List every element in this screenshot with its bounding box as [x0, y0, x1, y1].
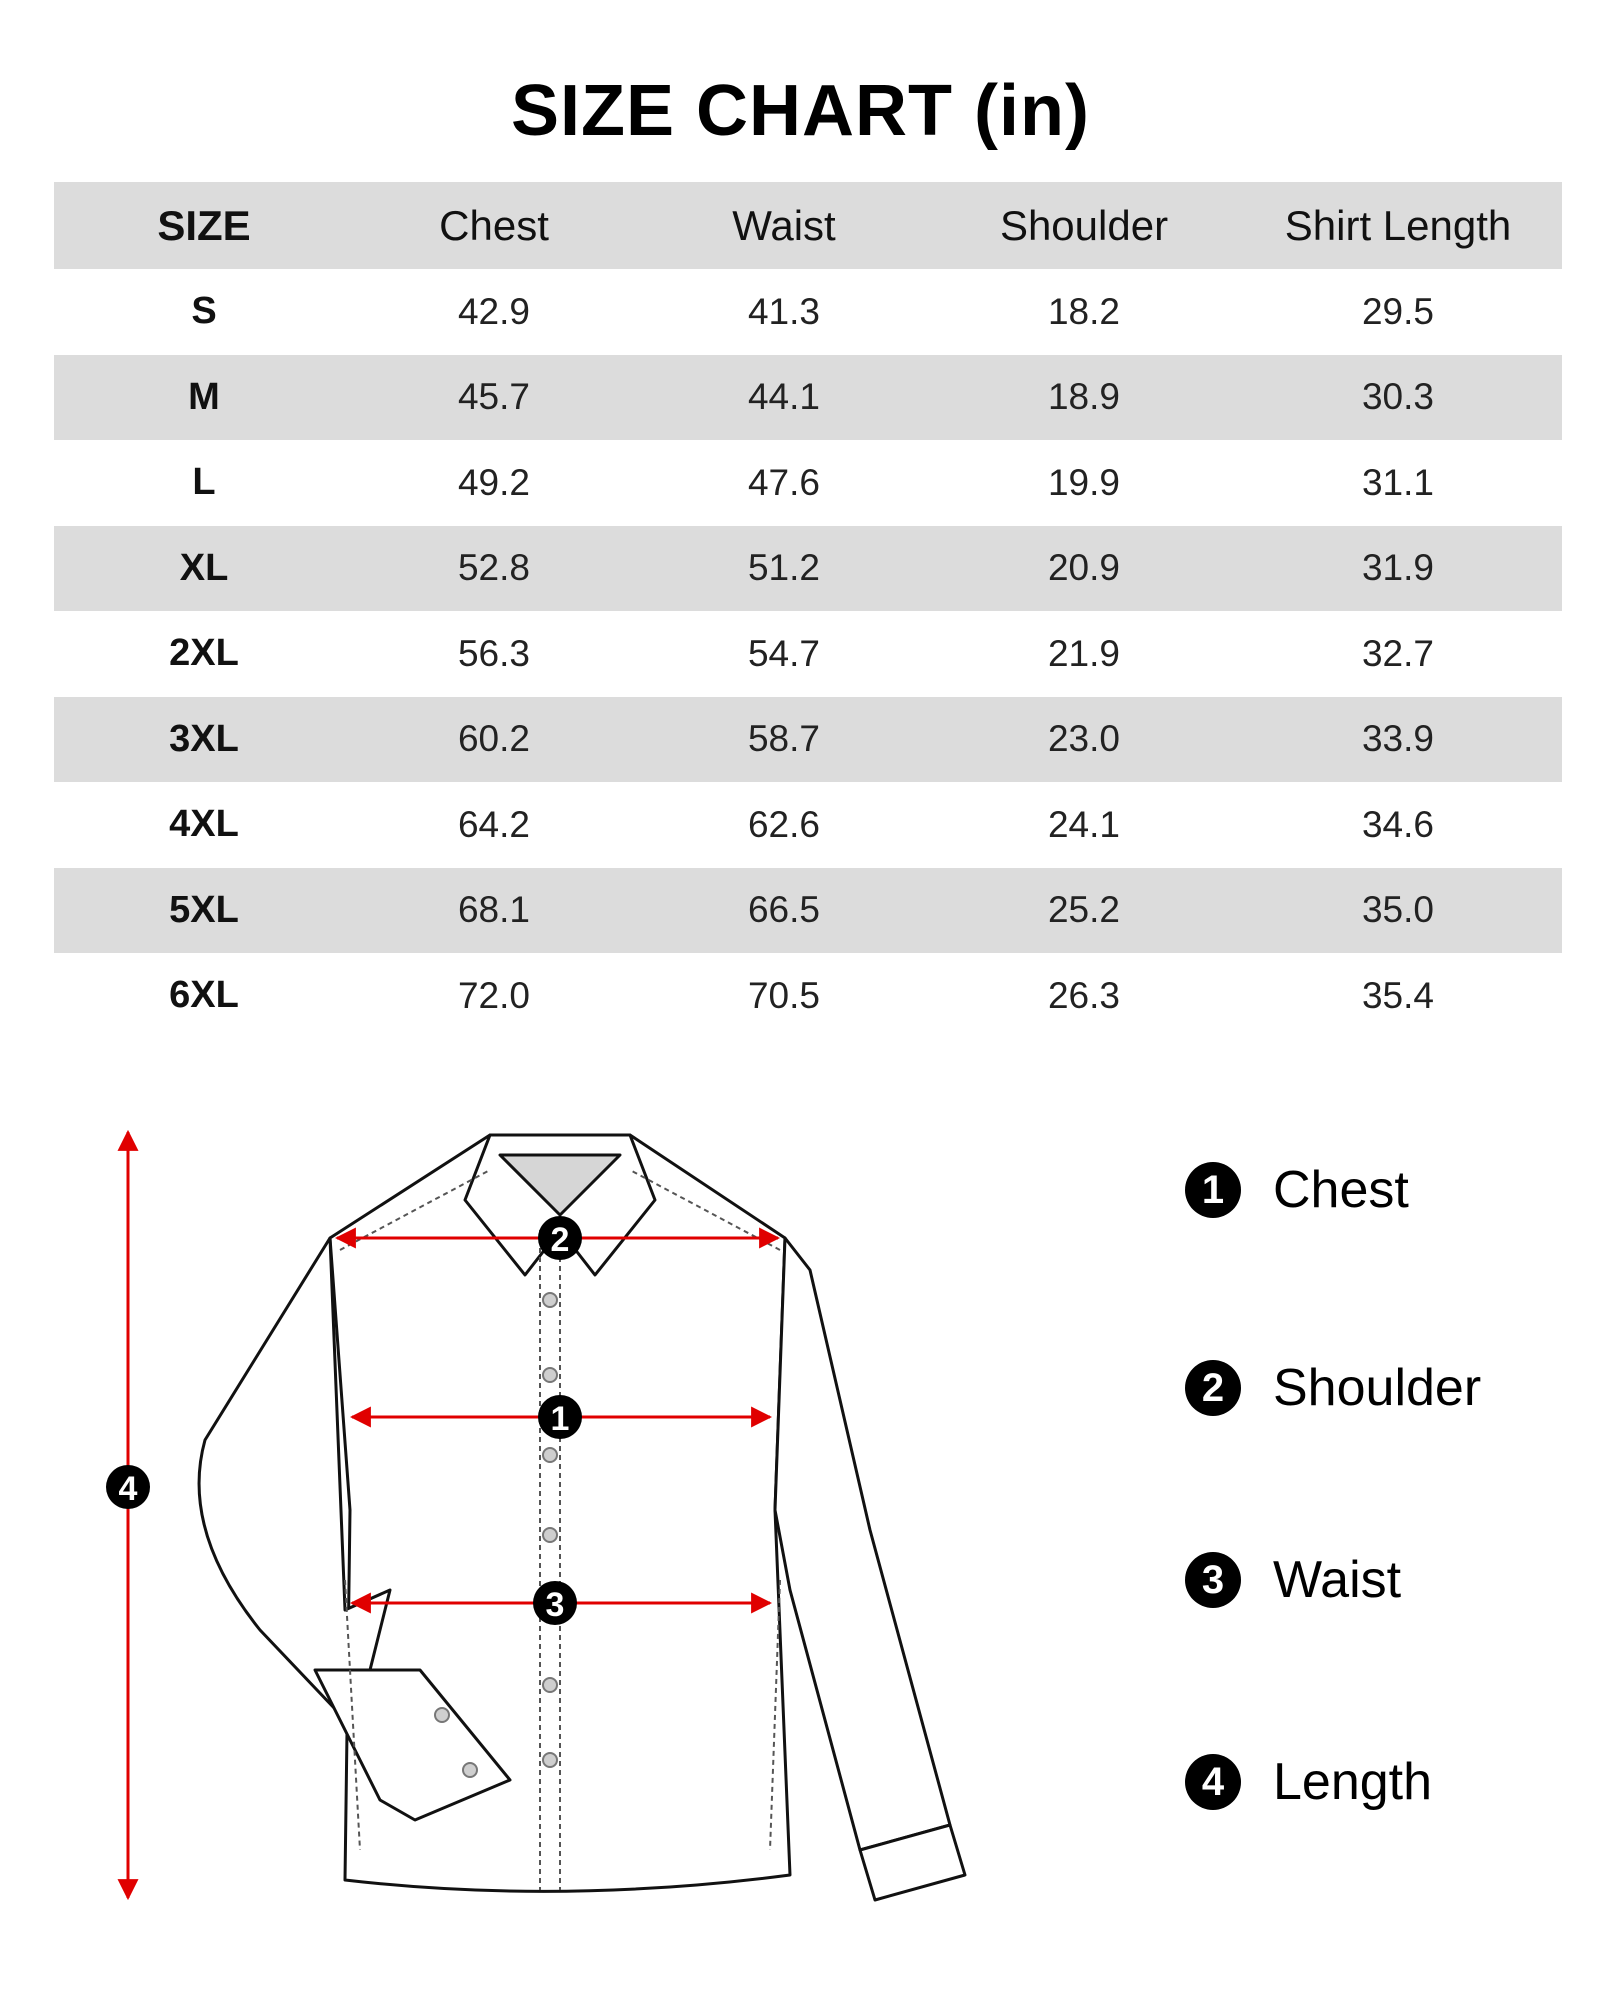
shirt-diagram [90, 1110, 1090, 1920]
length-cell: 33.9 [1234, 697, 1562, 783]
legend-number-badge: 1 [1185, 1162, 1241, 1218]
legend-number-badge: 2 [1185, 1360, 1241, 1416]
chest-cell: 49.2 [457, 461, 530, 503]
length-cell: 31.1 [1361, 461, 1434, 503]
legend-number-badge: 3 [1185, 1552, 1241, 1608]
legend-item-waist [1185, 1550, 1401, 1610]
waist-cell: 70.5 [747, 974, 820, 1016]
shoulder-cell: 19.9 [1047, 461, 1120, 503]
size-cell: S [191, 290, 217, 333]
svg-text:2: 2 [550, 1221, 570, 1259]
table-row [54, 868, 1562, 954]
shoulder-cell: 18.9 [934, 355, 1234, 441]
marker-1 [538, 1395, 582, 1439]
size-cell: 6XL [169, 974, 239, 1017]
size-cell: 4XL [169, 803, 239, 846]
length-cell: 30.3 [1234, 355, 1562, 441]
waist-cell: 66.5 [634, 868, 934, 954]
chest-cell: 64.2 [457, 803, 530, 845]
size-cell: 2XL [169, 632, 239, 675]
table-row [54, 355, 1562, 441]
length-cell: 34.6 [1361, 803, 1434, 845]
shoulder-cell: 23.0 [934, 697, 1234, 783]
legend-label: Shoulder [1273, 1359, 1482, 1417]
chest-cell: 68.1 [354, 868, 634, 954]
chest-cell: 45.7 [354, 355, 634, 441]
header-shirt-length: Shirt Length [1234, 182, 1562, 269]
marker-2 [538, 1216, 582, 1260]
table-row [54, 782, 1562, 868]
page-title: SIZE CHART (in) [511, 71, 1090, 151]
size-cell: 5XL [54, 868, 354, 954]
table-row [54, 269, 1562, 355]
waist-cell: 51.2 [634, 526, 934, 612]
table-body [54, 269, 1562, 1039]
svg-text:4: 4 [118, 1470, 138, 1508]
length-cell: 29.5 [1361, 290, 1434, 332]
legend-item-length [1185, 1752, 1432, 1812]
legend-label: Chest [1273, 1161, 1409, 1219]
size-cell: L [192, 461, 216, 504]
shoulder-cell: 26.3 [1047, 974, 1120, 1016]
table-header-row [54, 182, 1562, 269]
table-row [54, 440, 1562, 526]
shoulder-cell: 21.9 [1047, 632, 1120, 674]
size-chart-table [54, 182, 1562, 1039]
svg-text:3: 3 [545, 1586, 565, 1624]
table-row [54, 953, 1562, 1039]
chest-cell: 60.2 [354, 697, 634, 783]
length-cell: 31.9 [1234, 526, 1562, 612]
chest-cell: 56.3 [457, 632, 530, 674]
shoulder-cell: 25.2 [934, 868, 1234, 954]
waist-cell: 44.1 [634, 355, 934, 441]
legend-number-badge: 4 [1185, 1754, 1241, 1810]
chest-cell: 42.9 [457, 290, 530, 332]
header-size: SIZE [54, 182, 354, 269]
marker-3 [533, 1581, 577, 1625]
waist-cell: 54.7 [747, 632, 820, 674]
svg-text:1: 1 [550, 1400, 570, 1438]
waist-cell: 41.3 [747, 290, 820, 332]
chest-cell: 72.0 [457, 974, 530, 1016]
table-row [54, 611, 1562, 697]
header-shoulder: Shoulder [934, 182, 1234, 269]
length-cell: 35.0 [1234, 868, 1562, 954]
shirt-outline [199, 1135, 965, 1900]
waist-cell: 62.6 [747, 803, 820, 845]
shoulder-cell: 24.1 [1047, 803, 1120, 845]
size-cell: XL [54, 526, 354, 612]
waist-cell: 58.7 [634, 697, 934, 783]
table-row [54, 526, 1562, 612]
header-waist: Waist [634, 182, 934, 269]
length-cell: 35.4 [1361, 974, 1434, 1016]
shoulder-cell: 18.2 [1047, 290, 1120, 332]
waist-cell: 47.6 [747, 461, 820, 503]
shoulder-cell: 20.9 [934, 526, 1234, 612]
legend-label: Length [1273, 1753, 1433, 1811]
legend-item-shoulder [1185, 1358, 1481, 1418]
legend-label: Waist [1273, 1551, 1402, 1609]
marker-4 [106, 1465, 150, 1509]
chest-cell: 52.8 [354, 526, 634, 612]
length-cell: 32.7 [1361, 632, 1434, 674]
table-row [54, 697, 1562, 783]
size-cell: M [54, 355, 354, 441]
size-cell: 3XL [54, 697, 354, 783]
legend-item-chest [1185, 1160, 1409, 1220]
header-chest: Chest [354, 182, 634, 269]
